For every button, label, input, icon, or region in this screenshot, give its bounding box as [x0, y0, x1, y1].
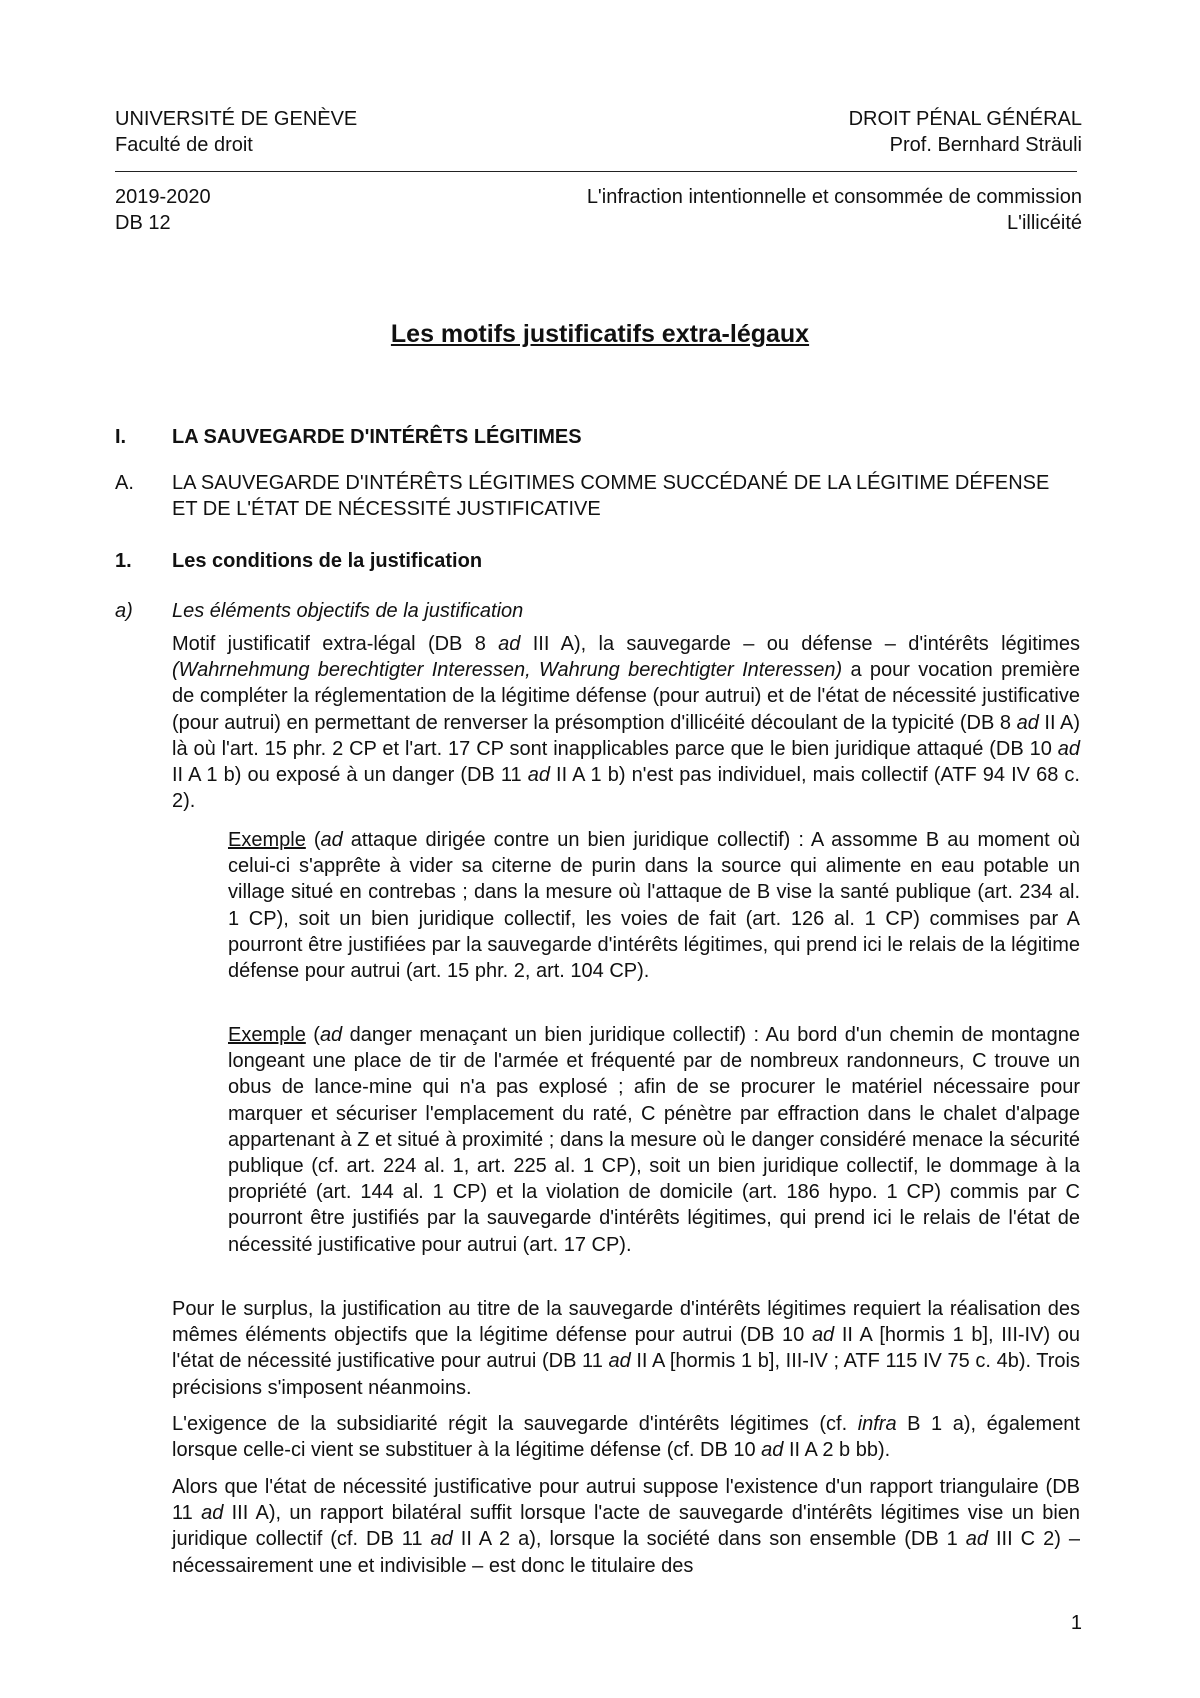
university-name: UNIVERSITÉ DE GENÈVE — [115, 108, 358, 130]
text-run: II A [hormis 1 b], III-IV) ou l'état de nécessité justificative pour autrui (DB 11 — [172, 1324, 1080, 1373]
text-run: III A), un rapport bilatéral suffit lorsque l'acte de sauvegarde d'intérêts légitimes vise un bien juridique collectif (cf. DB 11 — [172, 1502, 1081, 1551]
professor-name: Prof. Bernhard Sträuli — [889, 134, 1082, 156]
text-run-italic: ad — [608, 1350, 631, 1373]
text-run-italic: ad — [498, 633, 521, 655]
text-run: Alors que l'état de nécessité justificative pour autrui suppose l'existence d'un rapport triangulaire (DB 11 — [172, 1476, 1080, 1525]
heading-section-A — [115, 470, 1080, 524]
paragraph-surplus — [172, 1296, 1080, 1401]
heading-text: LA SAUVEGARDE D'INTÉRÊTS LÉGITIMES COMME SUCCÉDANÉ DE LA LÉGITIME DÉFENSE ET DE L'ÉTAT DE NÉCESSITÉ JUSTIFICATIVE — [172, 472, 1050, 520]
text-run-italic: ad — [201, 1502, 224, 1525]
text-run-italic: ad — [319, 1024, 343, 1046]
text-run: B 1 a), également lorsque celle-ci vient se substituer à la légitime défense (cf. DB 10 — [172, 1413, 1080, 1462]
text-run: danger menaçant un bien juridique collectif) : Au bord d'un chemin de montagne longeant une place de tir de l'armée et fréquenté par de nombreux randonneurs, C trouve un obus de lance-mine qui n'a pas explosé ; afin de se procurer le matériel nécessaire pour marquer et sécuriser l'emplacement du raté, C pénètre par effraction dans le chalet d'alpage appartenant à Z et situé à proximité ; dans la mesure où le danger considéré menace la sécurité publique (cf. art. 224 al. 1, art. 225 al. 1 CP), soit un bien juridique collectif, le dommage à la propriété (art. 144 al. 1 CP) et la violation de domicile (art. 186 hypo. 1 CP) commis par C pourront être justifiés par la sauvegarde d'intérêts légitimes, qui prend ici le relais de l'état de nécessité justificative pour autrui (art. 17 CP). — [228, 1024, 1081, 1256]
heading-text: Les conditions de la justification — [172, 550, 483, 572]
text-run: II A [hormis 1 b], III-IV ; ATF 115 IV 75 c. 4b). Trois précisions s'imposent néanmoins. — [172, 1350, 1080, 1399]
text-run-italic: ad — [965, 1528, 989, 1551]
heading-text: Les éléments objectifs de la justification — [172, 600, 524, 622]
example-label: Exemple — [228, 829, 306, 851]
text-run: ( — [305, 829, 321, 851]
text-run-italic: ad — [761, 1439, 784, 1462]
paragraph-intro — [172, 631, 1080, 814]
academic-year: 2019-2020 — [115, 186, 211, 208]
page-title: Les motifs justificatifs extra-légaux — [390, 320, 810, 348]
text-run: III A), la sauvegarde – ou défense – d'intérêts légitimes — [520, 633, 1080, 655]
example-collective-danger — [228, 1022, 1080, 1258]
header-rule — [115, 171, 1077, 172]
text-run-italic: ad — [811, 1324, 835, 1347]
example-label: Exemple — [228, 1024, 306, 1046]
text-run-italic: ad — [527, 764, 550, 787]
paragraph-subsidiarity — [172, 1411, 1080, 1463]
text-run: II A 1 b) ou exposé à un danger (DB 11 — [172, 764, 528, 787]
text-run: II A 1 b) n'est pas individuel, mais collectif (ATF 94 IV 68 c. 2). — [172, 764, 1080, 813]
text-run-italic: infra — [857, 1413, 897, 1435]
text-run: II A 2 a), lorsque la société dans son ensemble (DB 1 — [452, 1528, 966, 1551]
course-name: DROIT PÉNAL GÉNÉRAL — [848, 108, 1082, 130]
heading-number: a) — [115, 600, 133, 622]
heading-number: 1. — [115, 550, 132, 572]
text-run-italic: ad — [1016, 711, 1039, 734]
text-run: L'exigence de la subsidiarité régit la sauvegarde d'intérêts légitimes (cf. — [172, 1413, 858, 1435]
heading-number: I. — [115, 426, 127, 448]
example-collective-attack — [228, 827, 1080, 984]
text-run: III C 2) – nécessairement une et indivisible – est donc le titulaire des — [172, 1528, 1080, 1577]
text-run: Motif justificatif extra-légal (DB 8 — [172, 633, 499, 655]
paragraph-bilateral — [172, 1474, 1080, 1579]
db-number: DB 12 — [115, 212, 171, 234]
text-run-italic: ad — [1057, 737, 1080, 760]
text-run: II A) là où l'art. 15 phr. 2 CP et l'art. 17 CP sont inapplicables parce que le bien juridique attaqué (DB 10 — [172, 711, 1081, 760]
text-run: attaque dirigée contre un bien juridique collectif) : A assomme B au moment où celui-ci s'apprête à vider sa citerne de purin dans la source qui alimente en eau potable un village situé en contrebas ; dans la mesure où l'attaque de B vise la santé publique (art. 234 al. 1 CP), soit un bien juridique collectif, les voies de fait (art. 126 al. 1 CP) commises par A pourront être justifiées par la sauvegarde d'intérêts légitimes, qui prend ici le relais de la légitime défense pour autrui (art. 15 phr. 2, art. 104 CP). — [228, 829, 1081, 983]
text-run: II A 2 b bb). — [783, 1439, 891, 1462]
text-run: Pour le surplus, la justification au titre de la sauvegarde d'intérêts légitimes requiert la réalisation des mêmes éléments objectifs que la légitime défense pour autrui (DB 10 — [172, 1298, 1080, 1347]
text-run-italic: ad — [320, 829, 343, 851]
page-number: 1 — [1070, 1612, 1082, 1634]
heading-text: LA SAUVEGARDE D'INTÉRÊTS LÉGITIMES — [172, 426, 582, 448]
faculty-name: Faculté de droit — [115, 134, 253, 156]
text-run: ( — [305, 1024, 320, 1046]
text-run: a pour vocation première de compléter la réglementation de la légitime défense (pour autrui) et de l'état de nécessité justificative (pour autrui) en permettant de renverser la présomption d'illicéité découlant de la typicité (DB 8 — [172, 659, 1080, 734]
subject-line: L'infraction intentionnelle et consommée de commission — [586, 186, 1082, 208]
german-terms: (Wahrnehmung berechtigter Interessen, Wahrung berechtigter Interessen) — [172, 659, 843, 682]
topic-line: L'illicéité — [1007, 212, 1082, 234]
heading-number: A. — [115, 472, 134, 494]
text-run-italic: ad — [430, 1528, 453, 1551]
